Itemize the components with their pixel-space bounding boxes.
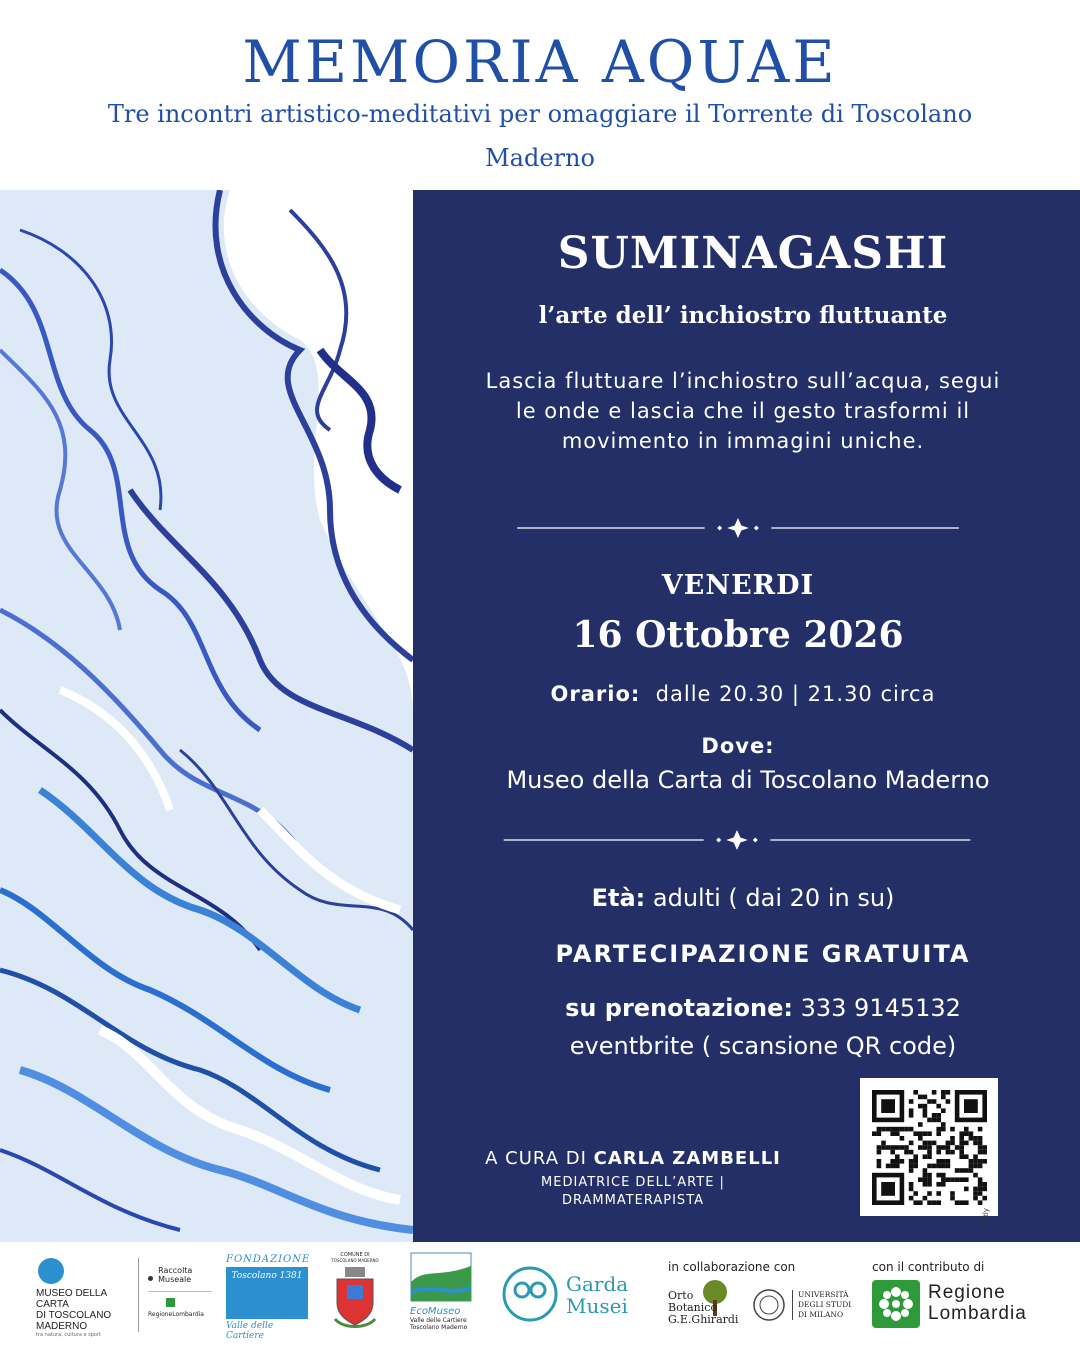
regione-small-icon (166, 1298, 175, 1307)
regione-small-text: RegioneLombardia (148, 1311, 204, 1318)
sparkle-divider (473, 518, 1003, 538)
ecomuseo-sub2: Toscolano Maderno (410, 1324, 468, 1331)
eventbrite-info: eventbrite ( scansione QR code) (569, 1032, 957, 1060)
event-day: VENERDI (661, 570, 815, 601)
collaborazione-label: in collaborazione con (668, 1260, 796, 1274)
coat-of-arms-icon (333, 1263, 377, 1333)
museo-carta-tagline: tra natura, cultura e sport (36, 1332, 101, 1338)
curator-role-line1: MEDIATRICE DELL’ARTE | (541, 1175, 725, 1190)
unimi-divider (792, 1290, 793, 1320)
event-description: Lascia fluttuare l’inchiostro sull’acqua, segui le onde e lascia che il gesto trasformi il movimento in immagini uniche. (485, 369, 1001, 453)
orto-line1: Orto (668, 1289, 694, 1302)
curator-prefix: A CURA DI (485, 1148, 587, 1169)
museo-carta-logo (36, 1258, 136, 1338)
orto-line3: G.E.Ghirardi (668, 1313, 739, 1326)
event-subtitle: l’arte dell’ inchiostro fluttuante (538, 302, 948, 329)
fondazione-valle: Valle delle Cartiere (226, 1321, 274, 1341)
unimi-line1: UNIVERSITÀ (798, 1290, 849, 1299)
main-title: MEMORIA AQUAE (242, 28, 838, 96)
ecomuseo-sub1: Valle delle Cartiere (410, 1317, 467, 1324)
marbled-ink-artwork (0, 190, 413, 1242)
qr-code[interactable] (860, 1078, 998, 1224)
free-participation: PARTECIPAZIONE GRATUITA (555, 940, 971, 968)
event-time (473, 682, 1013, 706)
museo-carta-line2: DI TOSCOLANO (36, 1310, 112, 1321)
age-label: Età: (591, 884, 646, 912)
curator-role (473, 1174, 793, 1210)
comune-line1: COMUNE DI (340, 1252, 370, 1258)
raccolta-icon (148, 1276, 153, 1281)
time-value: dalle 20.30 | 21.30 circa (655, 682, 936, 706)
curator (443, 1148, 823, 1169)
raccolta-museale-logo (148, 1266, 212, 1318)
museo-carta-line3: MADERNO (36, 1321, 88, 1332)
sparkle-divider (457, 830, 1017, 850)
age-value: adulti ( dai 20 in su) (652, 884, 895, 912)
unimi-seal-icon (752, 1288, 786, 1322)
qr-caption: bitly (982, 1208, 990, 1224)
ecomuseo-logo (410, 1252, 476, 1331)
booking-phone: 333 9145132 (800, 994, 961, 1022)
regione-line1: Regione (928, 1282, 1006, 1303)
garda-musei-icon (500, 1262, 564, 1326)
contributo-label: con il contributo di (872, 1260, 985, 1274)
regione-line2: Lombardia (928, 1303, 1027, 1324)
unimi-line2: DEGLI STUDI (798, 1300, 852, 1309)
footer-separator (138, 1258, 139, 1332)
curator-name: CARLA ZAMBELLI (593, 1148, 781, 1169)
booking-info (473, 994, 1053, 1022)
location-value: Museo della Carta di Toscolano Maderno (506, 766, 990, 794)
event-date: 16 Ottobre 2026 (572, 614, 904, 656)
curator-role-line2: DRAMMATERAPISTA (561, 1193, 705, 1208)
header-subtitle: Tre incontri artistico-meditativi per omaggiare il Torrente di Toscolano Maderno (107, 100, 973, 172)
museo-carta-icon (38, 1258, 64, 1284)
location-label: Dove: (701, 734, 775, 758)
event-title: SUMINAGASHI (557, 228, 949, 279)
header (0, 0, 1080, 190)
sponsor-footer (0, 1242, 1080, 1350)
raccolta-line2: Museale (158, 1275, 192, 1284)
ecomuseo-name: EcoMuseo (410, 1306, 461, 1317)
orto-line2: Botanico (668, 1301, 718, 1314)
raccolta-divider (148, 1291, 212, 1292)
fondazione-badge (226, 1267, 308, 1319)
comune-stemma (330, 1252, 380, 1337)
time-label: Orario: (550, 682, 641, 706)
age-info (473, 884, 1013, 912)
event-panel (413, 190, 1080, 1242)
fondazione-label: FONDAZIONE (226, 1254, 311, 1265)
garda-line2: Musei (566, 1294, 628, 1318)
booking-label: su prenotazione: (565, 994, 793, 1022)
garda-line1: Garda (566, 1272, 629, 1296)
comune-line2: TOSCOLANO MADERNO (331, 1258, 379, 1263)
fondazione-badge-text: Toscolano 1381 (231, 1271, 303, 1281)
unimi-line3: DI MILANO (798, 1310, 844, 1319)
regione-rosa-icon (872, 1280, 920, 1328)
raccolta-line1: Raccolta (158, 1266, 193, 1275)
ecomuseo-icon (410, 1252, 472, 1302)
fondazione-toscolano-logo (226, 1254, 314, 1341)
museo-carta-line1: MUSEO DELLA CARTA (36, 1288, 107, 1310)
